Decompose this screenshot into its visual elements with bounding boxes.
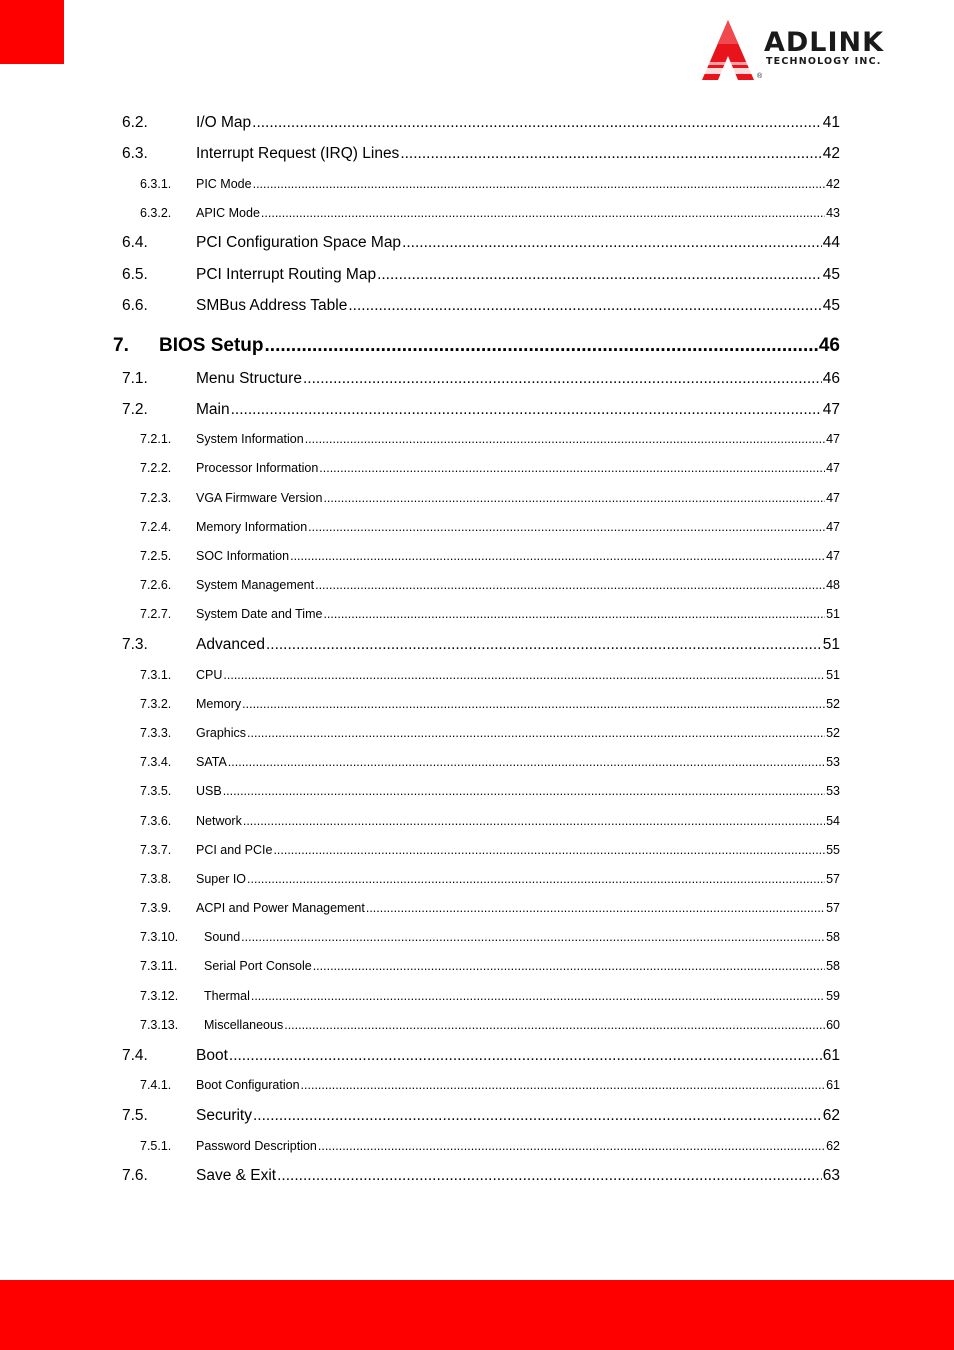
toc-entry-title[interactable]: System Date and Time bbox=[196, 607, 323, 621]
toc-entry-page: 57 bbox=[826, 901, 840, 915]
toc-entry-number: 7.4.1. bbox=[140, 1078, 172, 1092]
toc-entry-number: 7.3.6. bbox=[140, 814, 172, 828]
toc-entry-page: 47 bbox=[826, 432, 840, 446]
dot-leader bbox=[266, 636, 822, 654]
toc-entry-title[interactable]: System Information bbox=[196, 432, 304, 446]
toc-entry-number: 7.2.5. bbox=[140, 549, 172, 563]
dot-leader bbox=[377, 266, 822, 284]
toc-entry-title[interactable]: PCI and PCIe bbox=[196, 843, 273, 857]
toc-entry-title[interactable]: Interrupt Request (IRQ) Lines bbox=[196, 145, 400, 162]
toc-entry-line bbox=[196, 297, 840, 315]
toc-entry[interactable] bbox=[0, 872, 954, 888]
toc-entry-page: 45 bbox=[822, 266, 840, 283]
toc-entry-title[interactable]: CPU bbox=[196, 668, 223, 682]
toc-entry-line bbox=[196, 668, 840, 682]
toc-entry-number: 7.2.2. bbox=[140, 461, 172, 475]
toc-entry-title[interactable]: BIOS Setup bbox=[159, 335, 264, 356]
toc-entry-number: 7.1. bbox=[122, 370, 148, 387]
toc-entry[interactable] bbox=[0, 206, 954, 222]
toc-entry-page: 45 bbox=[822, 297, 840, 314]
footer-red-bar bbox=[0, 1280, 954, 1350]
toc-entry-line bbox=[196, 697, 840, 711]
header-red-block bbox=[0, 0, 64, 64]
dot-leader bbox=[323, 491, 825, 505]
logo-wordmark: ADLINK bbox=[764, 27, 885, 58]
toc-entry-line bbox=[196, 1047, 840, 1065]
toc-entry-title[interactable]: Main bbox=[196, 401, 230, 418]
toc-entry-page: 47 bbox=[826, 461, 840, 475]
toc-entry-page: 42 bbox=[826, 177, 840, 191]
toc-entry[interactable] bbox=[0, 1078, 954, 1094]
dot-leader bbox=[284, 1018, 825, 1032]
dot-leader bbox=[241, 930, 825, 944]
toc-entry-line bbox=[196, 1167, 840, 1185]
toc-entry-page: 62 bbox=[822, 1107, 840, 1124]
toc-entry-number: 7.6. bbox=[122, 1167, 148, 1184]
dot-leader bbox=[277, 1167, 822, 1185]
toc-entry-title[interactable]: Processor Information bbox=[196, 461, 319, 475]
toc-entry-number: 7.2.1. bbox=[140, 432, 172, 446]
toc-entry-title[interactable]: APIC Mode bbox=[196, 206, 260, 220]
toc-entry-line bbox=[196, 1107, 840, 1125]
toc-entry-number: 7.3.5. bbox=[140, 784, 172, 798]
toc-entry-line bbox=[196, 432, 840, 446]
toc-entry[interactable] bbox=[0, 461, 954, 477]
toc-entry-line bbox=[196, 814, 840, 828]
toc-entry-number: 6.6. bbox=[122, 297, 148, 314]
toc-entry[interactable] bbox=[0, 959, 954, 975]
toc-entry-title[interactable]: I/O Map bbox=[196, 114, 252, 131]
toc-entry-number: 7.2.6. bbox=[140, 578, 172, 592]
toc-entry[interactable] bbox=[0, 297, 954, 317]
toc-entry-title[interactable]: Advanced bbox=[196, 636, 265, 653]
toc-entry[interactable] bbox=[0, 578, 954, 594]
toc-entry-page: 48 bbox=[826, 578, 840, 592]
toc-entry-line bbox=[196, 520, 840, 534]
toc-entry-line bbox=[204, 989, 840, 1003]
dot-leader bbox=[348, 297, 821, 315]
toc-entry-line bbox=[196, 1139, 840, 1153]
toc-entry-title[interactable]: Boot Configuration bbox=[196, 1078, 300, 1092]
toc-entry-number: 7.2.4. bbox=[140, 520, 172, 534]
toc-entry-line bbox=[196, 755, 840, 769]
toc-entry-title[interactable]: Network bbox=[196, 814, 242, 828]
toc-entry-number: 7.3.7. bbox=[140, 843, 172, 857]
toc-entry-page: 53 bbox=[826, 784, 840, 798]
toc-entry-line bbox=[196, 901, 840, 915]
toc-entry-page: 58 bbox=[826, 959, 840, 973]
toc-entry-line bbox=[196, 843, 840, 857]
dot-leader bbox=[252, 114, 822, 132]
toc-entry[interactable] bbox=[0, 335, 954, 359]
toc-entry[interactable] bbox=[0, 930, 954, 946]
toc-entry-title[interactable]: Graphics bbox=[196, 726, 247, 740]
dot-leader bbox=[301, 1078, 826, 1092]
toc-entry[interactable] bbox=[0, 1107, 954, 1127]
toc-entry-title[interactable]: Thermal bbox=[204, 989, 250, 1003]
dot-leader bbox=[308, 520, 825, 534]
toc-entry-line bbox=[196, 401, 840, 419]
toc-entry-number: 7.3.9. bbox=[140, 901, 172, 915]
toc-entry-title[interactable]: PCI Configuration Space Map bbox=[196, 234, 402, 251]
toc-entry[interactable] bbox=[0, 145, 954, 165]
toc-entry-page: 47 bbox=[822, 401, 840, 418]
dot-leader bbox=[223, 784, 825, 798]
toc-entry[interactable] bbox=[0, 989, 954, 1005]
toc-entry[interactable] bbox=[0, 755, 954, 771]
dot-leader bbox=[366, 901, 825, 915]
toc-entry[interactable] bbox=[0, 607, 954, 623]
toc-entry-title[interactable]: PIC Mode bbox=[196, 177, 252, 191]
toc-entry[interactable] bbox=[0, 549, 954, 565]
toc-entry-title[interactable]: VGA Firmware Version bbox=[196, 491, 323, 505]
toc-entry-page: 62 bbox=[826, 1139, 840, 1153]
toc-entry-title[interactable]: Memory bbox=[196, 697, 242, 711]
toc-entry[interactable] bbox=[0, 1139, 954, 1155]
toc-entry[interactable] bbox=[0, 843, 954, 859]
toc-entry-line bbox=[196, 206, 840, 220]
toc-entry-number: 7. bbox=[113, 335, 129, 356]
dot-leader bbox=[313, 959, 825, 973]
dot-leader bbox=[305, 432, 825, 446]
dot-leader bbox=[247, 872, 825, 886]
toc-entry-page: 46 bbox=[818, 335, 840, 356]
toc-entry-page: 60 bbox=[826, 1018, 840, 1032]
toc-entry-number: 7.3. bbox=[122, 636, 148, 653]
toc-entry-title[interactable]: SMBus Address Table bbox=[196, 297, 348, 314]
toc-entry-number: 6.5. bbox=[122, 266, 148, 283]
toc-entry-page: 52 bbox=[826, 726, 840, 740]
dot-leader bbox=[319, 461, 825, 475]
toc-entry-page: 42 bbox=[822, 145, 840, 162]
toc-entry-line bbox=[196, 266, 840, 284]
dot-leader bbox=[253, 1107, 822, 1125]
toc-entry-title[interactable]: PCI Interrupt Routing Map bbox=[196, 266, 377, 283]
toc-entry[interactable] bbox=[0, 520, 954, 536]
toc-entry[interactable] bbox=[0, 266, 954, 286]
toc-entry-line bbox=[196, 726, 840, 740]
toc-entry-number: 7.5.1. bbox=[140, 1139, 172, 1153]
toc-entry-number: 7.4. bbox=[122, 1047, 148, 1064]
dot-leader bbox=[223, 668, 825, 682]
toc-entry-page: 47 bbox=[826, 549, 840, 563]
toc-entry-page: 51 bbox=[826, 668, 840, 682]
toc-entry-line bbox=[196, 784, 840, 798]
toc-entry-line bbox=[196, 872, 840, 886]
dot-leader bbox=[400, 145, 821, 163]
toc-entry[interactable] bbox=[0, 697, 954, 713]
toc-entry-page: 55 bbox=[826, 843, 840, 857]
dot-leader bbox=[315, 578, 825, 592]
toc-entry[interactable] bbox=[0, 1018, 954, 1034]
toc-entry-page: 51 bbox=[826, 607, 840, 621]
toc-entry-page: 41 bbox=[822, 114, 840, 131]
dot-leader bbox=[247, 726, 825, 740]
dot-leader bbox=[265, 335, 818, 357]
toc-entry-number: 7.2.3. bbox=[140, 491, 172, 505]
toc-entry-title[interactable]: Menu Structure bbox=[196, 370, 302, 387]
adlink-triangle-logo-icon bbox=[694, 18, 758, 82]
toc-entry[interactable] bbox=[0, 177, 954, 193]
toc-entry-line bbox=[204, 959, 840, 973]
dot-leader bbox=[243, 814, 825, 828]
toc-entry[interactable] bbox=[0, 114, 954, 134]
toc-entry[interactable] bbox=[0, 234, 954, 254]
toc-entry-line bbox=[204, 930, 840, 944]
toc-entry-number: 7.3.3. bbox=[140, 726, 172, 740]
dot-leader bbox=[229, 1047, 822, 1065]
toc-entry-page: 59 bbox=[826, 989, 840, 1003]
toc-entry-title[interactable]: Password Description bbox=[196, 1139, 317, 1153]
toc-entry-number: 7.3.2. bbox=[140, 697, 172, 711]
dot-leader bbox=[242, 697, 825, 711]
toc-entry-number: 7.3.11. bbox=[140, 959, 178, 973]
toc-entry-page: 43 bbox=[826, 206, 840, 220]
toc-entry-page: 54 bbox=[826, 814, 840, 828]
toc-entry-page: 52 bbox=[826, 697, 840, 711]
adlink-logo bbox=[694, 18, 909, 84]
toc-entry-page: 61 bbox=[822, 1047, 840, 1064]
toc-entry-title[interactable]: System Management bbox=[196, 578, 315, 592]
toc-entry-number: 7.3.1. bbox=[140, 668, 172, 682]
toc-entry-number: 7.5. bbox=[122, 1107, 148, 1124]
toc-entry-title[interactable]: Save & Exit bbox=[196, 1167, 277, 1184]
toc-entry-number: 7.2. bbox=[122, 401, 148, 418]
toc-entry-page: 47 bbox=[826, 491, 840, 505]
toc-entry-title[interactable]: USB bbox=[196, 784, 222, 798]
toc-entry-page: 57 bbox=[826, 872, 840, 886]
toc-entry[interactable] bbox=[0, 636, 954, 656]
toc-entry-number: 6.3.1. bbox=[140, 177, 172, 191]
toc-entry-number: 7.3.12. bbox=[140, 989, 179, 1003]
toc-entry-title[interactable]: Miscellaneous bbox=[204, 1018, 284, 1032]
dot-leader bbox=[228, 755, 825, 769]
toc-entry-number: 7.3.4. bbox=[140, 755, 172, 769]
toc-entry-number: 7.3.13. bbox=[140, 1018, 179, 1032]
toc-entry-page: 61 bbox=[826, 1078, 840, 1092]
toc-entry-title[interactable]: SOC Information bbox=[196, 549, 290, 563]
toc-entry-line bbox=[196, 177, 840, 191]
toc-entry-line bbox=[196, 114, 840, 132]
toc-entry-number: 6.2. bbox=[122, 114, 148, 131]
dot-leader bbox=[290, 549, 825, 563]
toc-entry[interactable] bbox=[0, 370, 954, 390]
toc-entry-line bbox=[196, 607, 840, 621]
toc-entry-line bbox=[196, 370, 840, 388]
toc-entry-number: 7.2.7. bbox=[140, 607, 172, 621]
toc-entry-line bbox=[196, 461, 840, 475]
toc-entry-title[interactable]: Sound bbox=[204, 930, 241, 944]
toc-entry-page: 46 bbox=[822, 370, 840, 387]
logo-tagline: TECHNOLOGY INC. bbox=[766, 56, 882, 67]
dot-leader bbox=[323, 607, 825, 621]
toc-entry-line bbox=[196, 636, 840, 654]
toc-entry-page: 44 bbox=[822, 234, 840, 251]
dot-leader bbox=[318, 1139, 825, 1153]
toc-entry[interactable] bbox=[0, 432, 954, 448]
toc-entry[interactable] bbox=[0, 401, 954, 421]
toc-entry[interactable] bbox=[0, 784, 954, 800]
toc-entry-line bbox=[204, 1018, 840, 1032]
toc-entry-number: 7.3.8. bbox=[140, 872, 172, 886]
toc-entry-title[interactable]: Security bbox=[196, 1107, 252, 1124]
toc-entry-number: 6.4. bbox=[122, 234, 148, 251]
toc-entry-page: 63 bbox=[822, 1167, 840, 1184]
dot-leader bbox=[273, 843, 825, 857]
toc-entry-title[interactable]: Super IO bbox=[196, 872, 247, 886]
toc-entry[interactable] bbox=[0, 491, 954, 507]
toc-entry-title[interactable]: SATA bbox=[196, 755, 227, 769]
toc-entry-line bbox=[196, 145, 840, 163]
toc-entry-page: 53 bbox=[826, 755, 840, 769]
dot-leader bbox=[303, 370, 822, 388]
toc-entry[interactable] bbox=[0, 1047, 954, 1067]
toc-entry-line bbox=[196, 1078, 840, 1092]
toc-entry-page: 47 bbox=[826, 520, 840, 534]
toc-entry[interactable] bbox=[0, 726, 954, 742]
toc-entry[interactable] bbox=[0, 901, 954, 917]
toc-entry-line bbox=[159, 335, 840, 357]
dot-leader bbox=[402, 234, 822, 252]
toc-entry-title[interactable]: Memory Information bbox=[196, 520, 308, 534]
registered-mark: ® bbox=[757, 73, 763, 80]
toc-entry-title[interactable]: Boot bbox=[196, 1047, 228, 1064]
toc-entry[interactable] bbox=[0, 668, 954, 684]
toc-entry-number: 6.3. bbox=[122, 145, 148, 162]
dot-leader bbox=[253, 177, 826, 191]
toc-entry-line bbox=[196, 549, 840, 563]
dot-leader bbox=[261, 206, 825, 220]
toc-entry-title[interactable]: ACPI and Power Management bbox=[196, 901, 365, 915]
toc-entry[interactable] bbox=[0, 1167, 954, 1187]
dot-leader bbox=[251, 989, 825, 1003]
toc-entry-number: 7.3.10. bbox=[140, 930, 179, 944]
toc-entry-number: 6.3.2. bbox=[140, 206, 172, 220]
dot-leader bbox=[231, 401, 822, 419]
toc-entry-line bbox=[196, 491, 840, 505]
toc-entry-page: 51 bbox=[822, 636, 840, 653]
toc-entry-page: 58 bbox=[826, 930, 840, 944]
toc-entry-title[interactable]: Serial Port Console bbox=[204, 959, 312, 973]
toc-entry-line bbox=[196, 578, 840, 592]
toc-entry[interactable] bbox=[0, 814, 954, 830]
toc-entry-line bbox=[196, 234, 840, 252]
